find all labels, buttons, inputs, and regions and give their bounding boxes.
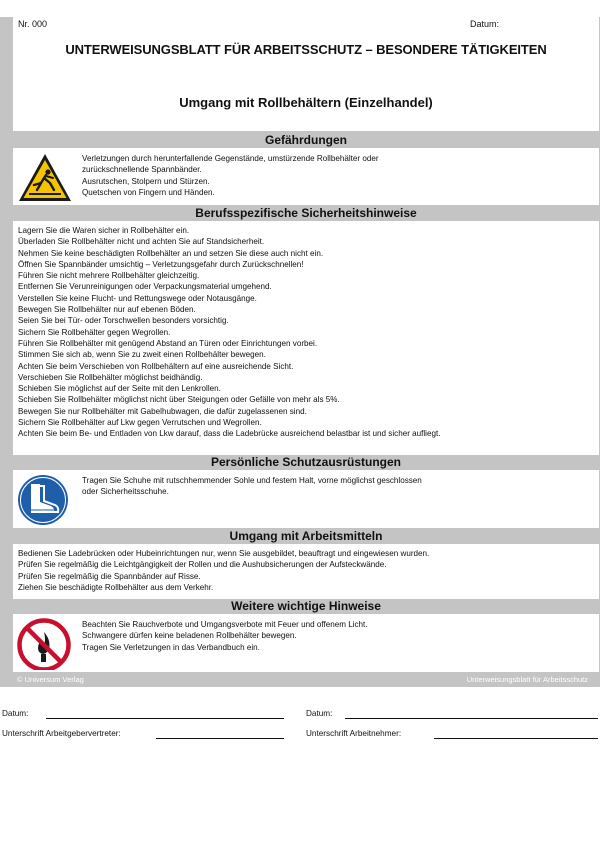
signature-label-employee: Unterschrift Arbeitnehmer: (306, 729, 402, 738)
section-safety (13, 221, 599, 455)
section-equipment (13, 544, 599, 599)
header-date-label: Datum: (469, 19, 499, 29)
safety-line: Verschieben Sie Rollbehälter möglichst beidhändig. (18, 372, 203, 382)
footer-document-name: Unterweisungsblatt für Arbeitsschutz (466, 675, 588, 684)
ppe-text (82, 475, 422, 498)
safety-line: Achten Sie beim Be- und Entladen von Lkw darauf, dass die Ladebrücke ausreichend belastbar ist und sicher aufliegt. (18, 429, 441, 439)
other-text (82, 619, 368, 653)
sheet-title: UNTERWEISUNGSBLATT FÜR ARBEITSSCHUTZ – BESONDERE TÄTIGKEITEN (65, 42, 547, 57)
date-label-employee: Datum: (306, 709, 333, 718)
section-other (13, 614, 599, 672)
sheet-number: Nr. 000 (18, 19, 48, 29)
equipment-text (18, 548, 429, 593)
safety-line: Stimmen Sie sich ab, wenn Sie zu zweit einen Rollbehälter bewegen. (18, 350, 266, 360)
safety-line: Lagern Sie die Waren sicher in Rollbehälter ein. (18, 226, 190, 235)
other-line: Tragen Sie Verletzungen in das Verbandbuch ein. (82, 642, 260, 652)
safety-line: Führen Sie Rollbehälter mit genügend Abstand an Türen oder Einrichtungen vorbei. (18, 338, 318, 348)
section-title-ppe: Persönliche Schutzausrüstungen (210, 455, 402, 469)
safety-line: Öffnen Sie Spannbänder umsichtig – Verletzungsgefahr durch Zurückschnellen! (18, 259, 304, 269)
date-label-employer: Datum: (2, 709, 29, 718)
date-line-employee[interactable] (345, 718, 598, 719)
slip-hazard-warning-icon (17, 152, 73, 204)
hazard-line: Ausrutschen, Stolpern und Stürzen. (82, 176, 210, 186)
section-hazards (13, 148, 599, 205)
equipment-line: Ziehen Sie beschädigte Rollbehälter aus dem Verkehr. (18, 582, 214, 592)
equipment-line: Bedienen Sie Ladebrücken oder Hubeinrichtungen nur, wenn Sie ausgebildet, beauftragt und eingewiesen wurden. (18, 549, 430, 558)
signature-line-employer[interactable] (156, 738, 284, 739)
signature-line-employee[interactable] (434, 738, 598, 739)
hazard-line: Quetschen von Fingern und Händen. (82, 187, 215, 197)
safety-line: Verstellen Sie keine Flucht- und Rettungswege oder Notausgänge. (18, 293, 257, 303)
publisher-credit: © Universum Verlag (17, 675, 84, 684)
safety-line: Sichern Sie Rollbehälter gegen Wegrollen. (18, 327, 171, 337)
section-title-hazards: Gefährdungen (264, 133, 347, 147)
safety-line: Sichern Sie Rollbehälter auf Lkw gegen Verrutschen und Wegrollen. (18, 418, 262, 428)
other-line: Beachten Sie Rauchverbote und Umgangsverbote mit Feuer und offenem Licht. (82, 620, 368, 629)
date-line-employer[interactable] (46, 718, 284, 719)
safety-line: Achten Sie beim Verschieben von Rollbehältern auf eine ausreichende Sicht. (18, 361, 294, 371)
safety-line: Führen Sie nicht mehrere Rollbehälter gleichzeitig. (18, 271, 200, 281)
safety-line: Schieben Sie möglichst auf der Seite mit den Lenkrollen. (18, 384, 221, 394)
safety-line: Überladen Sie Rollbehälter nicht und achten Sie auf Standsicherheit. (18, 237, 265, 247)
sheet-header (13, 17, 599, 131)
safety-text (18, 225, 440, 440)
hazard-line: zurückschnellende Spannbänder. (82, 165, 202, 175)
ppe-line: Tragen Sie Schuhe mit rutschhemmender Sohle und festem Halt, vorne möglichst geschlossen (82, 476, 422, 485)
other-line: Schwangere dürfen keine beladenen Rollbehälter bewegen. (82, 631, 297, 641)
safety-line: Nehmen Sie keine beschädigten Rollbehälter an und setzen Sie diese auch nicht ein. (18, 248, 324, 258)
safety-line: Bewegen Sie nur Rollbehälter mit Gabelhubwagen, die dafür zugelassenen sind. (18, 406, 307, 416)
section-title-safety: Berufsspezifische Sicherheitshinweise (195, 206, 417, 220)
signature-label-employer: Unterschrift Arbeitgebervertreter: (2, 729, 121, 738)
safety-line: Bewegen Sie Rollbehälter nur auf ebenen Böden. (18, 305, 196, 315)
hazard-line: Verletzungen durch herunterfallende Gegenstände, umstürzende Rollbehälter oder (82, 154, 379, 163)
safety-line: Seien Sie bei Tür- oder Torschwellen besonders vorsichtig. (18, 316, 229, 326)
section-ppe (13, 470, 599, 528)
safety-boots-icon (17, 474, 73, 526)
section-title-equipment: Umgang mit Arbeitsmitteln (229, 529, 383, 543)
equipment-line: Prüfen Sie regelmäßig die Leichtgängigkeit der Rollen und die Aushubsicherungen der Aufsteckwände. (18, 560, 387, 570)
no-open-flame-icon (17, 618, 73, 670)
sheet-subtitle: Umgang mit Rollbehältern (Einzelhandel) (179, 95, 433, 110)
hazards-text (82, 153, 379, 198)
safety-line: Schieben Sie Rollbehälter möglichst nicht über Steigungen oder Gefälle von mehr als 5%. (18, 395, 340, 405)
section-title-other: Weitere wichtige Hinweise (231, 599, 381, 613)
equipment-line: Prüfen Sie regelmäßig die Spannbänder auf Risse. (18, 571, 201, 581)
ppe-line: oder Sicherheitsschuhe. (82, 487, 169, 497)
safety-line: Entfernen Sie Verunreinigungen oder Verpackungsmaterial umgehend. (18, 282, 272, 292)
